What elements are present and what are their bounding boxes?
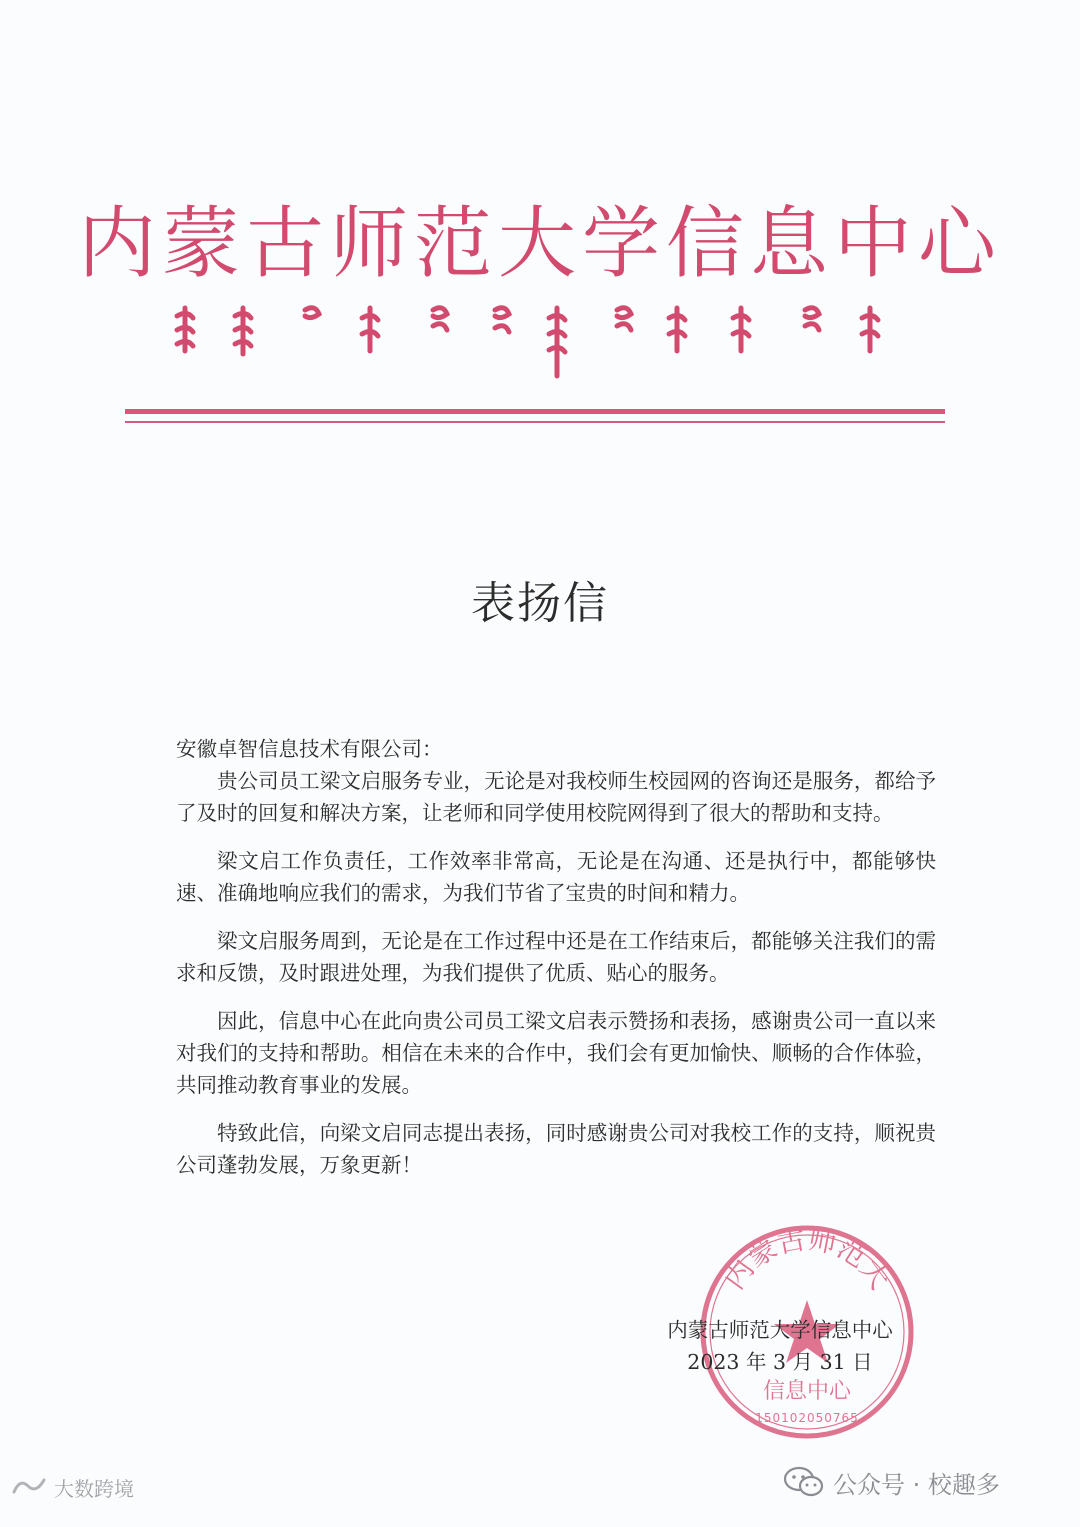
watermark-left-text: 大数跨境	[54, 1476, 134, 1501]
salutation: 安徽卓智信息技术有限公司：	[176, 737, 443, 761]
paragraph: 贵公司员工梁文启服务专业，无论是对我校师生校园网的咨询还是服务，都给予了及时的回复和解决方案，让老师和同学使用校院网得到了很大的帮助和支持。	[176, 769, 936, 825]
letterhead-title: 内蒙古师范大学信息中心	[77, 199, 1002, 289]
seal-bottom-text: 信息中心	[762, 1379, 852, 1404]
document-title: 表扬信	[471, 578, 609, 629]
paragraph: 因此，信息中心在此向贵公司员工梁文启表示赞扬和表扬，感谢贵公司一直以来对我们的支持和帮助。相信在未来的合作中，我们会有更加愉快、顺畅的合作体验，共同推动教育事业的发展。	[176, 1009, 936, 1097]
paragraph: 梁文启服务周到，无论是在工作过程中还是在工作结束后，都能够关注我们的需求和反馈，及时跟进处理，为我们提供了优质、贴心的服务。	[176, 929, 936, 985]
paragraph: 特致此信，向梁文启同志提出表扬，同时感谢贵公司对我校工作的支持，顺祝贵公司蓬勃发展，万象更新！	[176, 1121, 936, 1177]
letterhead-rule-thin	[125, 421, 945, 423]
mongolian-script-logo	[165, 296, 915, 381]
watermark-right-text: 公众号 · 校趣多	[833, 1470, 1000, 1499]
seal-number: 150102050765	[755, 1411, 859, 1425]
signature-organization: 内蒙古师范大学信息中心	[667, 1318, 893, 1342]
seal-top-text: 内蒙古师范大	[717, 1222, 897, 1296]
signature-block	[640, 1314, 920, 1378]
paragraph: 梁文启工作负责任，工作效率非常高，无论是在沟通、还是执行中，都能够快速、准确地响应我们的需求，为我们节省了宝贵的时间和精力。	[176, 849, 936, 905]
letterhead-rule-thick	[125, 409, 945, 414]
letter-body	[176, 733, 936, 1181]
watermark-right	[783, 1462, 1000, 1502]
svg-text:内蒙古师范大	[718, 1222, 897, 1295]
brand-logo-icon	[10, 1474, 48, 1500]
signature-date: 2023 年 3 月 31 日	[687, 1350, 873, 1374]
wechat-icon	[783, 1465, 825, 1499]
watermark-left	[10, 1472, 134, 1502]
